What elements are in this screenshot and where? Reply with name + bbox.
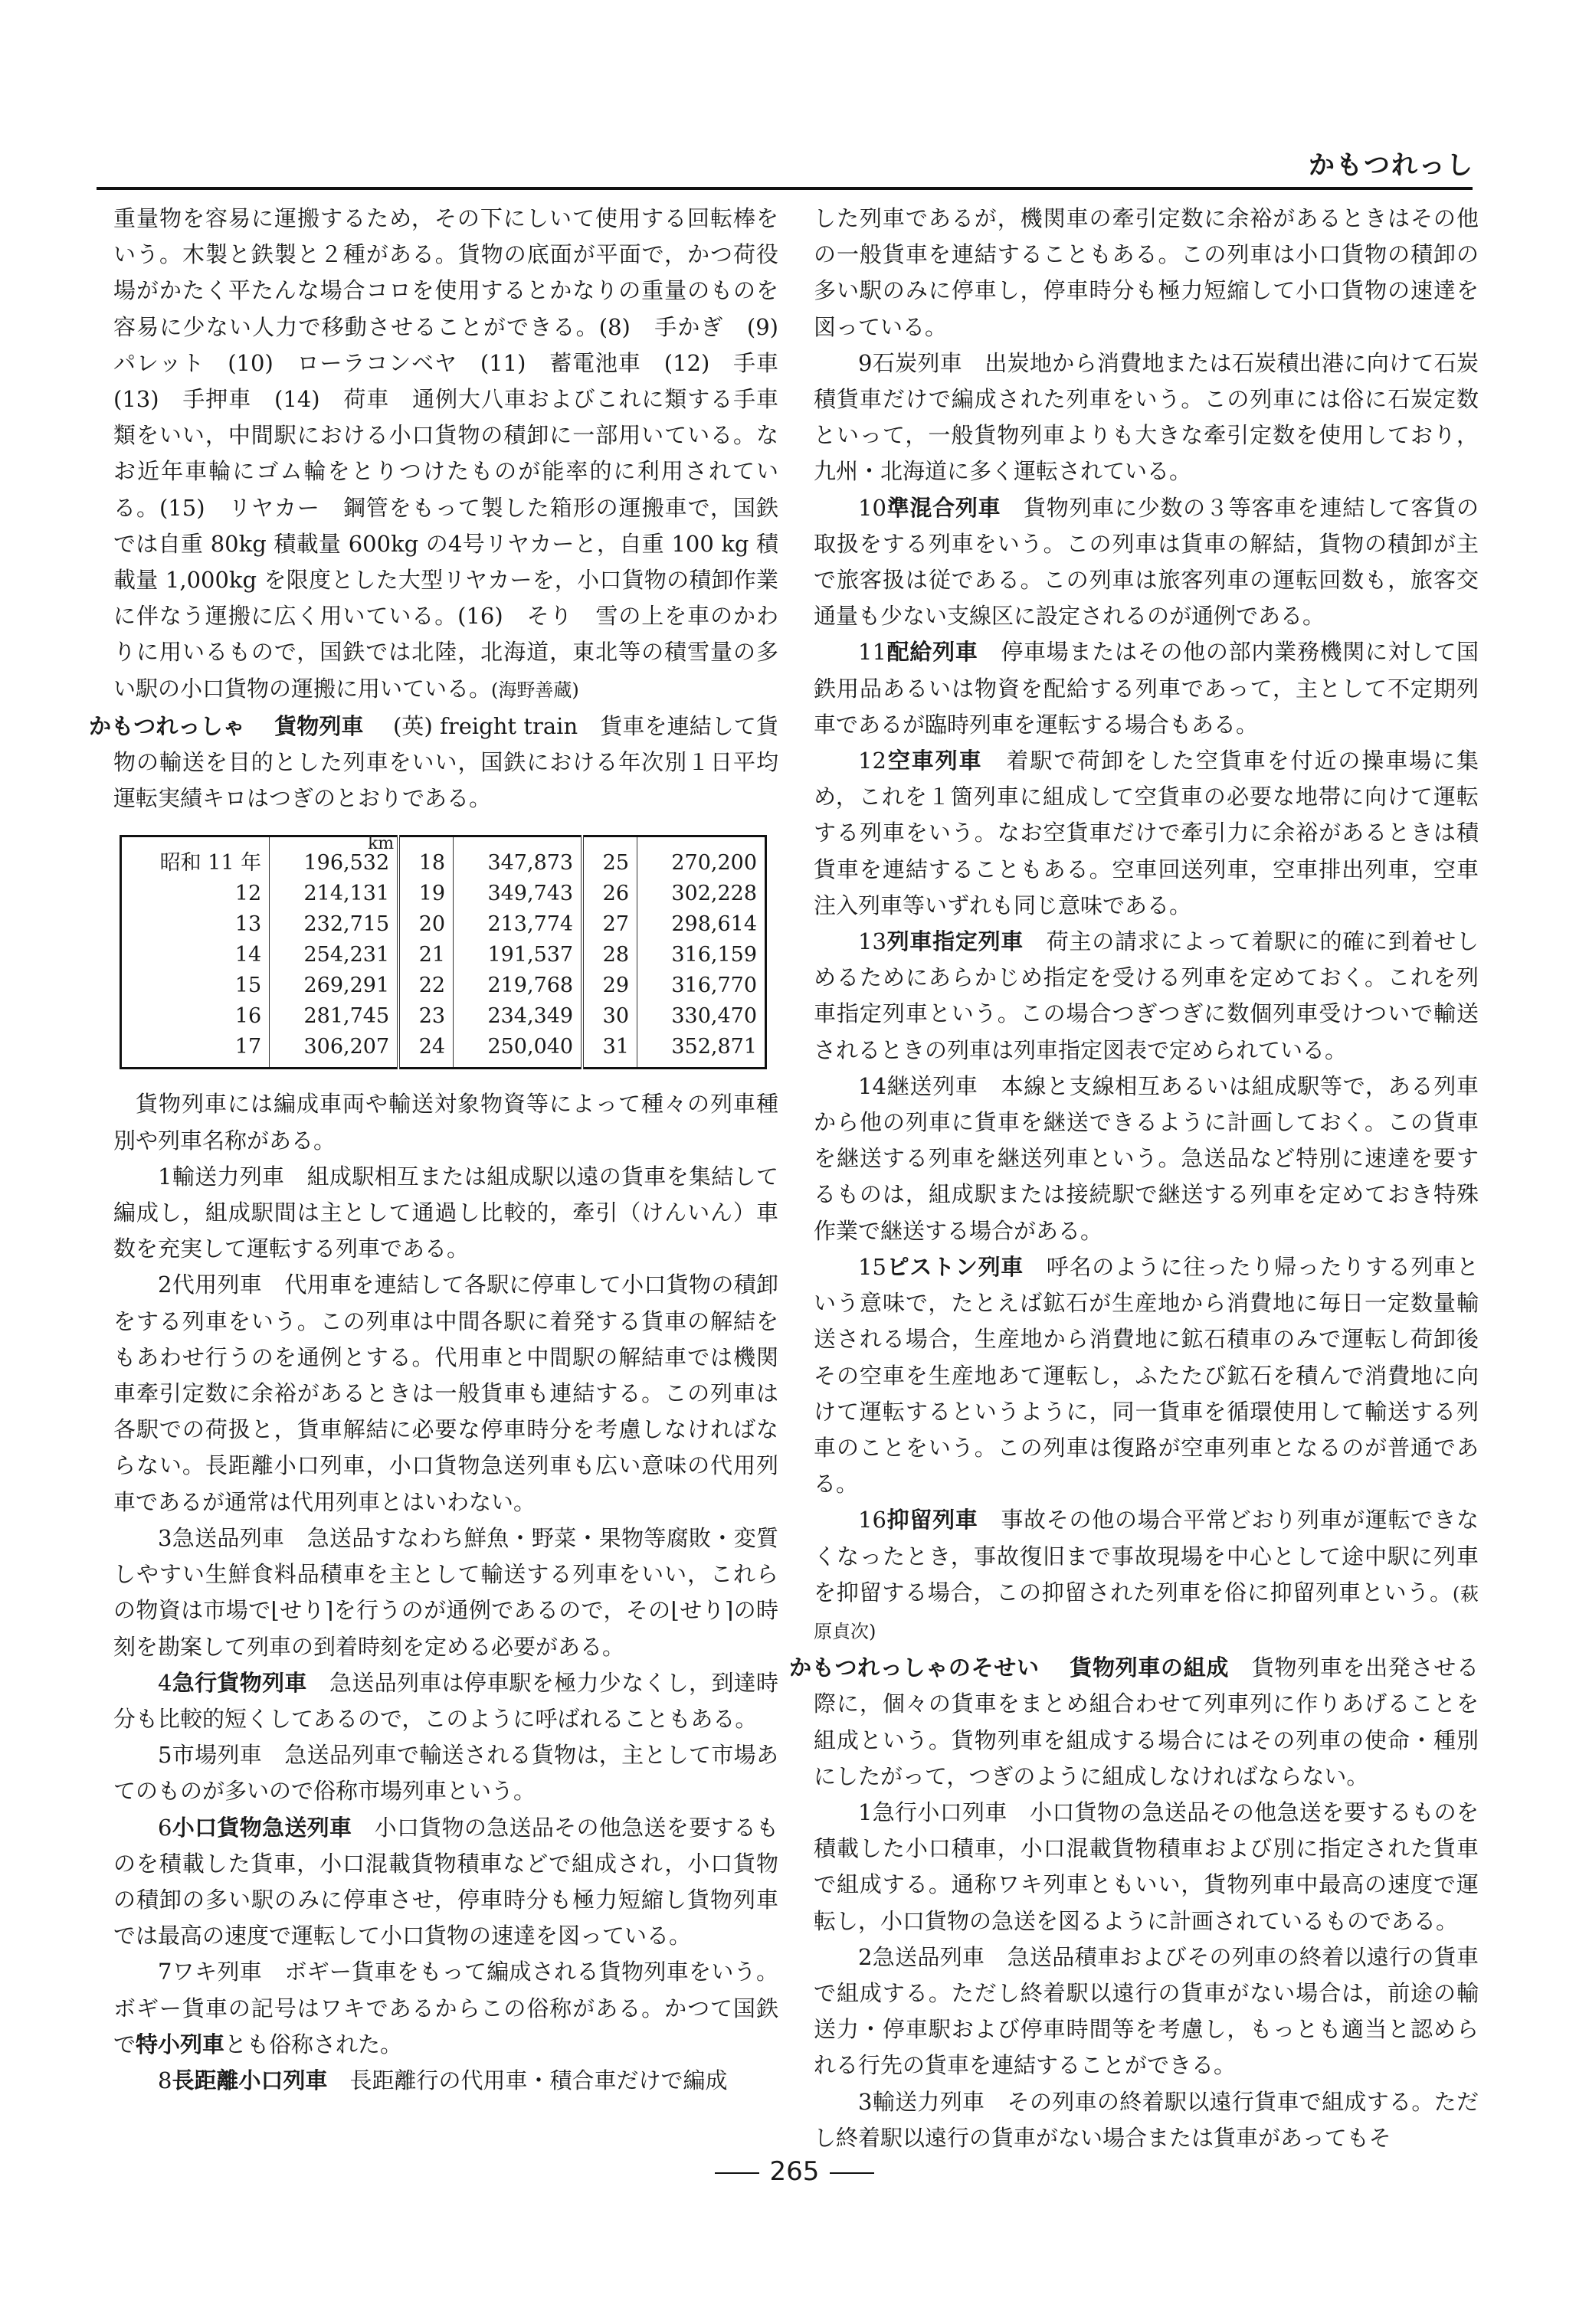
entry-text: 貨車を連結して貨物の輸送を目的とした列車をいい，国鉄における年次別１日平均運転実績キロはつぎのとおりである。	[113, 712, 778, 812]
km-cell: 214,131	[270, 879, 399, 909]
km-cell: 196,532 km	[270, 836, 399, 879]
entry-term: 貨物列車	[274, 712, 364, 739]
item-text: 組成駅相互または組成駅以遠の貨車を集結して編成し，組成駅間は主として通過し比較的，牽引（けんいん）車数を充実して運転する列車である。	[113, 1163, 778, 1262]
item-text: 貨物列車に少数の３等客車を連結して客貨の取扱をする列車をいう。この列車は貨車の解結，貨物の積卸が主で旅客扱は従である。この列車は旅客列車の運転回数も，旅客交通量も少ない支線区に設定されるのが通例である。	[814, 494, 1479, 630]
list-item	[113, 1954, 778, 2063]
table-row	[121, 1032, 766, 1069]
continued-paragraph: 重量物を容易に運搬するため，その下にしいて使用する回転棒をいう。木製と鉄製と２種がある。貨物の底面が平面で，かつ荷役場がかたく平たんな場合コロを使用するとかなりの重量のものを容易に少ない人力で移動させることができる。(8) 手かぎ (9) パレット (10) ローラコンベヤ (11) 蓄電池車 (12) 手車 (13) 手押車 (14) 荷車 通例大八車およびこれに類する手車類をいい，中間駅における小口貨物の積卸に一部用いている。なお近年車輪にゴム輪をとりつけたものが能率的に利用されている。(15) リヤカー 鋼管をもって製した箱形の運搬車で，国鉄では自重 80kg 積載量 600kg の4号リヤカーと，自重 100 kg 積載量 1,000kg を限度とした大型リヤカーを，小口貨物の積卸作業に伴なう運搬に広く用いている。(16) そり 雪の上を車のかわりに用いるもので，国鉄では北陸，北海道，東北等の積雪量の多い駅の小口貨物の運搬に用いている。(海野善蔵)	[113, 205, 801, 702]
item-text: 小口貨物の急送品その他急送を要するものを積載した小口積車，小口混載貨物積車および別に指定された貨車で組成する。通称ワキ列車ともいい，貨物列車中最高の速度で運転し，小口貨物の急送を図るように計画されているものである。	[814, 1799, 1479, 1934]
year-cell: 26	[582, 879, 637, 909]
item-term: 輸送力列車	[172, 1163, 285, 1190]
item-number: 2	[858, 1943, 873, 1970]
item-text: 本線と支線相互あるいは組成駅等で，ある列車から他の列車に貨車を継送できるように計画しておく。この貨車を継送する列車を継送列車という。急送品など特別に速達を要するものは，組成駅または接続駅で継送する列車を定めておき特殊作業で継送する場合がある。	[814, 1072, 1479, 1244]
km-cell: 298,614	[637, 909, 766, 940]
list-item	[814, 345, 1479, 490]
table-row	[121, 836, 766, 879]
list-item	[113, 1737, 778, 1809]
item-text: 荷主の請求によって着駅に的確に到着せしめるためにあらかじめ指定を受ける列車を定めておく。これを列車指定列車という。この場合つぎつぎに数個列車受けついで輸送されるときの列車は列車指定図表で定められている。	[814, 928, 1479, 1063]
item-text: 小口貨物の急送品その他急送を要するものを積載した貨車，小口混載貨物積車などで組成され，小口貨物の積卸の多い駅のみに停車させ，停車時分も極力短縮し貨物列車では最高の速度で運転して小口貨物の速達を図っている。	[113, 1814, 778, 1949]
list-item	[814, 634, 1479, 743]
page-number: 265	[0, 2156, 1589, 2187]
km-cell: 219,768	[454, 971, 583, 1001]
year-cell: 昭和 11 年	[159, 851, 262, 876]
item-number: 10	[858, 494, 886, 521]
list-item	[814, 490, 1479, 635]
km-cell: 349,743	[454, 879, 583, 909]
year-cell: 29	[582, 971, 637, 1001]
item-number: 13	[858, 928, 886, 955]
item-text: その列車の終着駅以遠行貨車で組成する。ただし終着駅以遠行の貨車がない場合または貨車があってもそ	[814, 2088, 1479, 2151]
item-number: 2	[158, 1272, 172, 1298]
list-item	[113, 1665, 778, 1737]
item-term: ワキ列車	[172, 1959, 263, 1985]
item-term: 継送列車	[886, 1072, 978, 1099]
item-number: 8	[158, 2067, 172, 2093]
item-text: 出炭地から消費地または石炭積出港に向けて石炭積貨車だけで編成された列車をいう。この列車には俗に石炭定数といって，一般貨物列車よりも大きな牽引定数を使用しており，九州・北海道に多く運転されている。	[814, 349, 1479, 485]
km-cell: 316,159	[637, 940, 766, 971]
item-text: ボギー貨車をもって編成される貨物列車をいう。ボギー貨車の記号はワキであるからこの俗称がある。かつて国鉄で	[113, 1959, 778, 2057]
km-cell: 191,537	[454, 940, 583, 971]
item-number: 12	[858, 748, 886, 774]
list-item	[113, 1810, 778, 1955]
item-number: 3	[858, 2088, 873, 2115]
item-term: 代用列車	[172, 1272, 263, 1298]
entry-freight-train-formation	[789, 1650, 1479, 1795]
year-cell: 27	[582, 909, 637, 940]
item-number: 7	[158, 1959, 172, 1985]
item-number: 1	[158, 1163, 172, 1190]
list-item	[814, 1939, 1479, 2084]
year-cell: 12	[234, 882, 262, 906]
item-term: 市場列車	[172, 1742, 263, 1769]
year-cell: 25	[582, 836, 637, 879]
item-text: 停車場またはその他の部内業務機関に対して国鉄用品あるいは物資を配給する列車であって，主として不定期列車であるが臨時列車を運転する場合もある。	[814, 639, 1479, 738]
km-cell: 306,207	[270, 1032, 399, 1069]
list-item	[814, 1502, 1479, 1650]
item-text: 長距離行の代用車・積合車だけで編成	[349, 2067, 728, 2093]
item-term: 配給列車	[886, 639, 978, 666]
km-cell: 316,770	[637, 971, 766, 1001]
left-column	[89, 201, 801, 2099]
unit-label: km	[367, 834, 395, 854]
year-cell: 22	[398, 971, 453, 1001]
item-term: 急行貨物列車	[172, 1669, 307, 1696]
entry-headword: かもつれっしゃ	[89, 712, 245, 739]
year-cell: 13	[234, 912, 262, 937]
km-cell: 213,774	[454, 909, 583, 940]
table-row	[121, 909, 766, 940]
annual-km-table-wrap	[120, 835, 767, 1069]
km-cell: 270,200	[637, 836, 766, 879]
km-cell: 302,228	[637, 879, 766, 909]
item-term: 空車列車	[886, 748, 983, 774]
item-term: 列車指定列車	[886, 928, 1024, 955]
year-cell: 21	[398, 940, 453, 971]
intro-paragraph: 貨物列車には編成車両や輸送対象物資等によって種々の列車種別や列車名称がある。	[113, 1091, 778, 1154]
table-row	[121, 1001, 766, 1032]
item-term: 急送品列車	[872, 1943, 985, 1970]
km-cell: 352,871	[637, 1032, 766, 1069]
item-text: 急送品列車は停車駅を極力少なくし，到達時分も比較的短くしてあるので，このように呼ばれることもある。	[113, 1669, 778, 1732]
entry-headword: かもつれっしゃのそせい	[789, 1655, 1040, 1681]
item-term: ピストン列車	[886, 1253, 1024, 1280]
dash-left	[715, 2172, 759, 2174]
header-rule	[97, 187, 1473, 190]
km-cell: 347,873	[454, 836, 583, 879]
item-text-after: とも俗称された。	[224, 2031, 403, 2057]
entry-freight-train	[89, 709, 778, 817]
list-item	[814, 2084, 1479, 2156]
item-number: 4	[158, 1669, 172, 1696]
list-item	[113, 2063, 778, 2099]
annual-km-table	[120, 835, 767, 1069]
km-cell: 234,349	[454, 1001, 583, 1032]
km-cell: 232,715	[270, 909, 399, 940]
formation-item-list	[814, 1795, 1479, 2156]
item-number: 11	[858, 639, 886, 666]
item-number: 5	[158, 1742, 172, 1769]
author-signature: (萩原貞次)	[814, 1583, 1479, 1642]
list-item	[113, 1520, 778, 1665]
table-row	[121, 879, 766, 909]
list-item	[113, 1159, 778, 1268]
list-item	[814, 924, 1479, 1069]
year-cell: 30	[582, 1001, 637, 1032]
item-term: 準混合列車	[886, 494, 1001, 521]
item-number: 9	[858, 349, 873, 376]
running-head: かもつれっし	[1309, 150, 1474, 181]
year-cell: 31	[582, 1032, 637, 1069]
entry-lang-label: (英)	[392, 712, 433, 739]
item-term: 長距離小口列車	[172, 2067, 328, 2093]
right-column	[789, 201, 1479, 2156]
item-number: 6	[158, 1814, 172, 1841]
item-term: 急送品列車	[172, 1524, 285, 1551]
item-text: 呼名のように往ったり帰ったりする列車という意味で，たとえば鉱石が生産地から消費地に毎日一定数量輸送される場合，生産地から消費地に鉱石積車のみで運転し荷卸後その空車を生産地あて運転し，ふたたび鉱石を積んで消費地に向けて運転するというように，同一貨車を循環使用して輸送する列車のことをいう。この列車は復路が空車列車となるのが普通である。	[814, 1253, 1479, 1498]
item-text: 急送品列車で輸送される貨物は，主として市場あてのものが多いので俗称市場列車という。	[113, 1742, 778, 1805]
dash-right	[830, 2172, 874, 2174]
item-number: 15	[858, 1253, 886, 1280]
item-number: 3	[158, 1524, 172, 1551]
entry-english-term: freight train	[440, 712, 578, 739]
item-number: 14	[858, 1072, 886, 1099]
list-item	[814, 1069, 1479, 1249]
km-cell: 330,470	[637, 1001, 766, 1032]
item-text: 急送品積車およびその列車の終着以遠行の貨車で組成する。ただし終着駅以遠行の貨車がない場合は，前途の輸送力・停車駅および停車時間等を考慮し，もっとも適当と認められる行先の貨車を連結することができる。	[814, 1943, 1479, 2079]
item-number: 1	[858, 1799, 873, 1825]
list-item	[113, 1267, 778, 1520]
entry-text: 貨物列車を出発させる際に，個々の貨車をまとめ組合わせて列車列に作りあげることを組成という。貨物列車を組成する場合にはその列車の使命・種別にしたがって，つぎのように組成しなければならない。	[814, 1655, 1479, 1789]
table-row	[121, 940, 766, 971]
list-item	[814, 743, 1479, 924]
item-term: 急行小口列車	[872, 1799, 1007, 1825]
km-cell: 254,231	[270, 940, 399, 971]
km-cell: 281,745	[270, 1001, 399, 1032]
item-text: 着駅で荷卸をした空貨車を付近の操車場に集め，これを１箇列車に組成して空貨車の必要な地帯に向けて運転する列車をいう。なお空貨車だけで牽引力に余裕があるときは積貨車を連結することもある。空車回送列車，空車排出列車，空車注入列車等いずれも同じ意味である。	[814, 748, 1479, 918]
year-cell: 16	[234, 1004, 262, 1029]
continued-paragraph-right: した列車であるが，機関車の牽引定数に余裕があるときはその他の一般貨車を連結することもある。この列車は小口貨物の積卸の多い駅のみに停車し，停車時分も極力短縮して小口貨物の速達を図っている。	[814, 205, 1479, 340]
km-cell: 269,291	[270, 971, 399, 1001]
year-cell: 24	[398, 1032, 453, 1069]
item-term: 小口貨物急送列車	[172, 1814, 352, 1841]
year-cell: 23	[398, 1001, 453, 1032]
item-text: 事故その他の場合平常どおり列車が運転できなくなったとき，事故復旧まで事故現場を中心として途中駅に列車を抑留する場合，この抑留された列車を俗に抑留列車という。	[814, 1507, 1479, 1606]
year-cell: 28	[582, 940, 637, 971]
year-cell: 20	[398, 909, 453, 940]
left-item-list	[113, 1159, 778, 2099]
item-inline-term: 特小列車	[136, 2031, 225, 2057]
item-term: 抑留列車	[886, 1507, 978, 1534]
author-signature: (海野善蔵)	[491, 679, 579, 701]
year-cell: 15	[234, 974, 262, 998]
entry-term: 貨物列車の組成	[1070, 1655, 1230, 1681]
list-item	[814, 1795, 1479, 1939]
item-number: 16	[858, 1507, 886, 1534]
year-cell: 14	[234, 943, 262, 967]
right-item-list	[814, 345, 1479, 1650]
item-term: 石炭列車	[872, 349, 963, 376]
item-term: 輸送力列車	[872, 2088, 985, 2115]
year-cell: 19	[398, 879, 453, 909]
year-cell: 17	[234, 1035, 262, 1059]
item-text: 代用車を連結して各駅に停車して小口貨物の積卸をする列車をいう。この列車は中間各駅に着発する貨車の解結をもあわせ行うのを通例とする。代用車と中間駅の解結車では機関車牽引定数に余裕があるときは一般貨車も連結する。この列車は各駅での荷扱と，貨車解結に必要な停車時分を考慮しなければならない。長距離小口列車，小口貨物急送列車も広い意味の代用列車であるが通常は代用列車とはいわない。	[113, 1272, 778, 1515]
km-cell: 250,040	[454, 1032, 583, 1069]
list-item	[814, 1249, 1479, 1502]
table-row	[121, 971, 766, 1001]
year-cell: 18	[398, 836, 453, 879]
item-text: 急送品すなわち鮮魚・野菜・果物等腐敗・変質しやすい生鮮食料品積車を主として輸送する列車をいい，これらの物資は市場で⌊せり⌉を行うのが通例であるので，その⌊せり⌉の時刻を勘案して列車の到着時刻を定める必要がある。	[113, 1524, 778, 1660]
